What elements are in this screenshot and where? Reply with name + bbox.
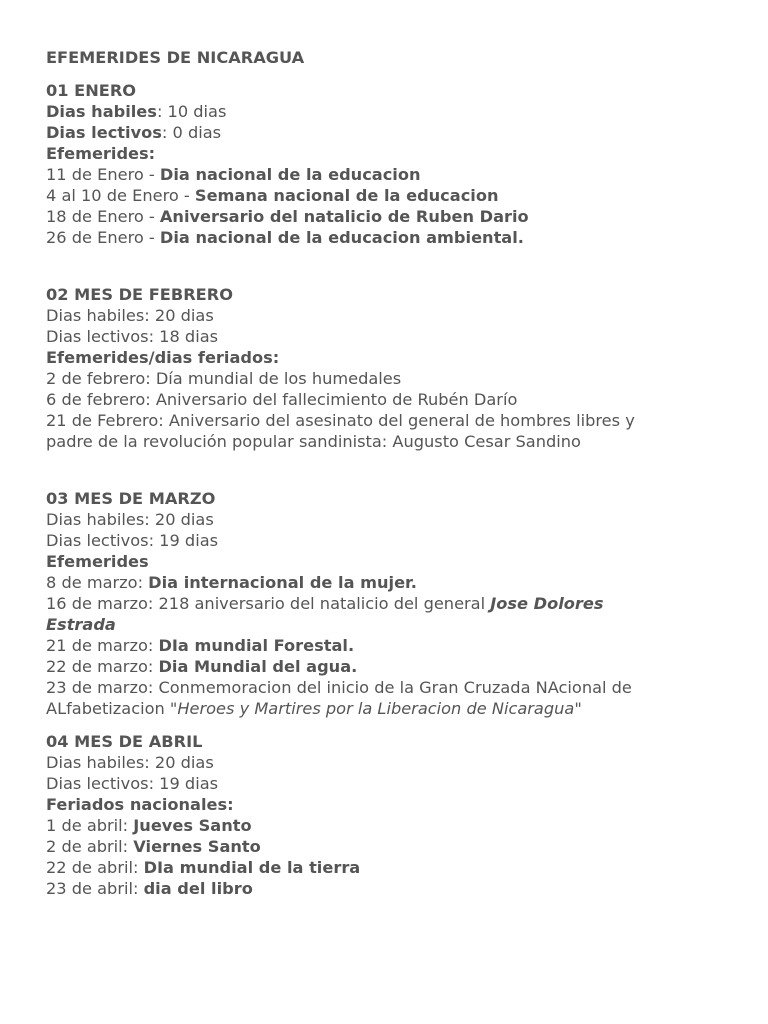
dias-lectivos-line: Dias lectivos: 19 dias — [46, 774, 219, 793]
date: 4 al 10 de Enero - — [46, 186, 195, 205]
efemerides-label: Efemerides: — [46, 144, 156, 163]
list-item: 6 de febrero: Aniversario del fallecimiento de Rubén Darío — [46, 390, 518, 409]
event: Dia nacional de la educacion — [159, 165, 421, 184]
date: 23 de abril: — [46, 879, 144, 898]
event: Jueves Santo — [133, 816, 252, 835]
date: 1 de abril: — [46, 816, 134, 835]
list-item — [46, 836, 726, 857]
section-enero — [46, 80, 726, 248]
label: Dias habiles — [46, 102, 157, 121]
event: Aniversario del natalicio de Ruben Dario — [159, 207, 529, 226]
event: Semana nacional de la educacion — [194, 186, 499, 205]
list-item — [46, 206, 726, 227]
dias-habiles-line — [46, 101, 726, 122]
label: Dias lectivos — [46, 123, 162, 142]
event: Viernes Santo — [133, 837, 261, 856]
list-item: 2 de febrero: Día mundial de los humedales — [46, 369, 402, 388]
event: Jose Dolores — [490, 594, 604, 613]
section-febrero — [46, 284, 726, 452]
event: Heroes y Martires por la Liberacion de Nicaragua — [177, 699, 575, 718]
list-item — [46, 227, 726, 248]
section-marzo — [46, 488, 726, 719]
list-item-continuation — [46, 698, 726, 719]
document-body — [46, 47, 726, 899]
date: 26 de Enero - — [46, 228, 160, 247]
spacer — [46, 719, 726, 731]
list-item — [46, 878, 726, 899]
dias-lectivos-line — [46, 122, 726, 143]
list-item: padre de la revolución popular sandinista: Augusto Cesar Sandino — [46, 432, 581, 451]
date: 2 de abril: — [46, 837, 134, 856]
section-heading: 02 MES DE FEBRERO — [46, 285, 233, 304]
text: ALfabetizacion " — [46, 699, 178, 718]
list-item — [46, 656, 726, 677]
date: 18 de Enero - — [46, 207, 160, 226]
list-item — [46, 815, 726, 836]
feriados-label: Feriados nacionales: — [46, 795, 234, 814]
spacer — [46, 452, 726, 488]
section-heading: 01 ENERO — [46, 81, 137, 100]
list-item — [46, 635, 726, 656]
event: Dia internacional de la mujer. — [148, 573, 417, 592]
list-item — [46, 164, 726, 185]
dias-habiles-line: Dias habiles: 20 dias — [46, 510, 214, 529]
event: dia del libro — [143, 879, 253, 898]
event: Dia nacional de la educacion ambiental. — [159, 228, 524, 247]
dias-habiles-line: Dias habiles: 20 dias — [46, 753, 214, 772]
efemerides-label: Efemerides/dias feriados: — [46, 348, 280, 367]
list-item — [46, 593, 726, 614]
date: 22 de marzo: — [46, 657, 159, 676]
event: DIa mundial Forestal. — [158, 636, 355, 655]
date: 11 de Enero - — [46, 165, 160, 184]
event: Dia Mundial del agua. — [158, 657, 358, 676]
date: 8 de marzo: — [46, 573, 149, 592]
list-item-continuation: Estrada — [46, 615, 116, 634]
dias-habiles-line: Dias habiles: 20 dias — [46, 306, 214, 325]
list-item: 23 de marzo: Conmemoracion del inicio de la Gran Cruzada NAcional de — [46, 678, 632, 697]
dias-lectivos-line: Dias lectivos: 18 dias — [46, 327, 219, 346]
value: : 0 dias — [161, 123, 222, 142]
text: " — [574, 699, 582, 718]
dias-lectivos-line: Dias lectivos: 19 dias — [46, 531, 219, 550]
spacer — [46, 248, 726, 284]
list-item — [46, 185, 726, 206]
document-title: EFEMERIDES DE NICARAGUA — [46, 48, 305, 67]
section-heading: 04 MES DE ABRIL — [46, 732, 203, 751]
list-item — [46, 572, 726, 593]
date: 21 de marzo: — [46, 636, 159, 655]
date: 22 de abril: — [46, 858, 144, 877]
event: DIa mundial de la tierra — [143, 858, 361, 877]
efemerides-label: Efemerides — [46, 552, 149, 571]
value: : 10 dias — [156, 102, 227, 121]
text: 16 de marzo: 218 aniversario del natalicio del general — [46, 594, 491, 613]
list-item: 21 de Febrero: Aniversario del asesinato del general de hombres libres y — [46, 411, 635, 430]
section-abril — [46, 731, 726, 899]
list-item — [46, 857, 726, 878]
section-heading: 03 MES DE MARZO — [46, 489, 216, 508]
